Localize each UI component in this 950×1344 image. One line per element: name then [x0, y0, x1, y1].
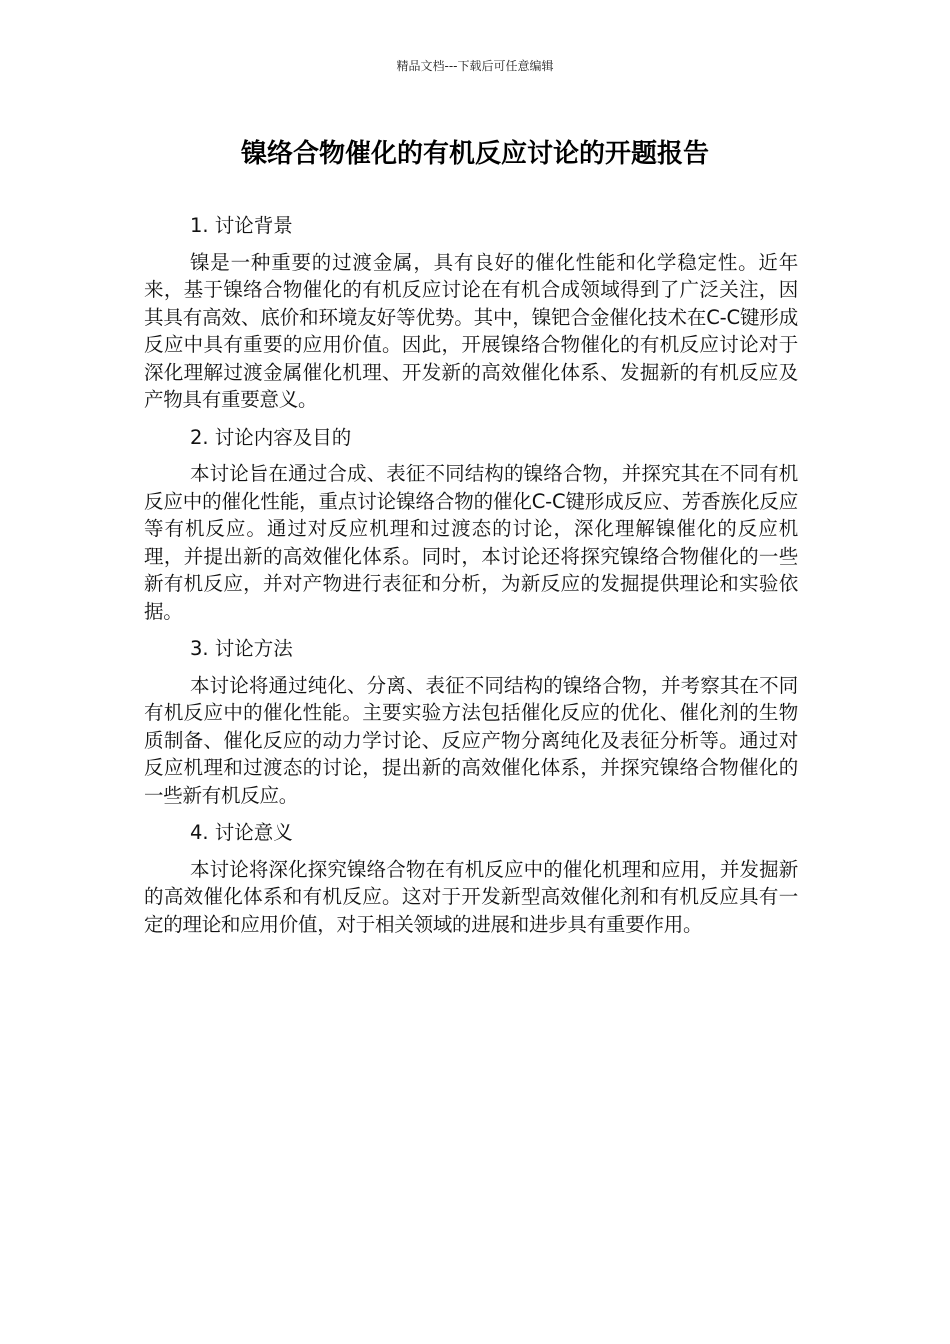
section-background	[144, 212, 798, 414]
section-content-and-purpose	[144, 424, 798, 626]
section-method	[144, 635, 798, 809]
section-paragraph: 本讨论旨在通过合成、表征不同结构的镍络合物，并探究其在不同有机反应中的催化性能，重点讨论镍络合物的催化C-C键形成反应、芳香族化反应等有机反应。通过对反应机理和过渡态的讨论，深化理解镍催化的反应机理，并提出新的高效催化体系。同时，本讨论还将探究镍络合物催化的一些新有机反应，并对产物进行表征和分析，为新反应的发掘提供理论和实验依据。	[144, 462, 798, 623]
section-heading: 1. 讨论背景	[190, 214, 293, 237]
header-note: 精品文档---下载后可任意编辑	[396, 59, 554, 73]
section-heading: 3. 讨论方法	[190, 637, 293, 660]
section-significance	[144, 819, 798, 938]
section-paragraph: 本讨论将深化探究镍络合物在有机反应中的催化机理和应用，并发掘新的高效催化体系和有机反应。这对于开发新型高效催化剂和有机反应具有一定的理论和应用价值，对于相关领域的进展和进步具有重要作用。	[144, 857, 798, 936]
section-paragraph: 镍是一种重要的过渡金属，具有良好的催化性能和化学稳定性。近年来，基于镍络合物催化的有机反应讨论在有机合成领域得到了广泛关注，因其具有高效、底价和环境友好等优势。其中，镍钯合金催化技术在C-C键形成反应中具有重要的应用价值。因此，开展镍络合物催化的有机反应讨论对于深化理解过渡金属催化机理、开发新的高效催化体系、发掘新的有机反应及产物具有重要意义。	[144, 250, 798, 411]
document-title: 镍络合物催化的有机反应讨论的开题报告	[240, 139, 709, 169]
document-body	[144, 212, 798, 948]
section-heading: 4. 讨论意义	[190, 821, 293, 844]
section-paragraph: 本讨论将通过纯化、分离、表征不同结构的镍络合物，并考察其在不同有机反应中的催化性能。主要实验方法包括催化反应的优化、催化剂的生物质制备、催化反应的动力学讨论、反应产物分离纯化及表征分析等。通过对反应机理和过渡态的讨论，提出新的高效催化体系，并探究镍络合物催化的一些新有机反应。	[144, 673, 798, 807]
section-heading: 2. 讨论内容及目的	[190, 425, 352, 449]
